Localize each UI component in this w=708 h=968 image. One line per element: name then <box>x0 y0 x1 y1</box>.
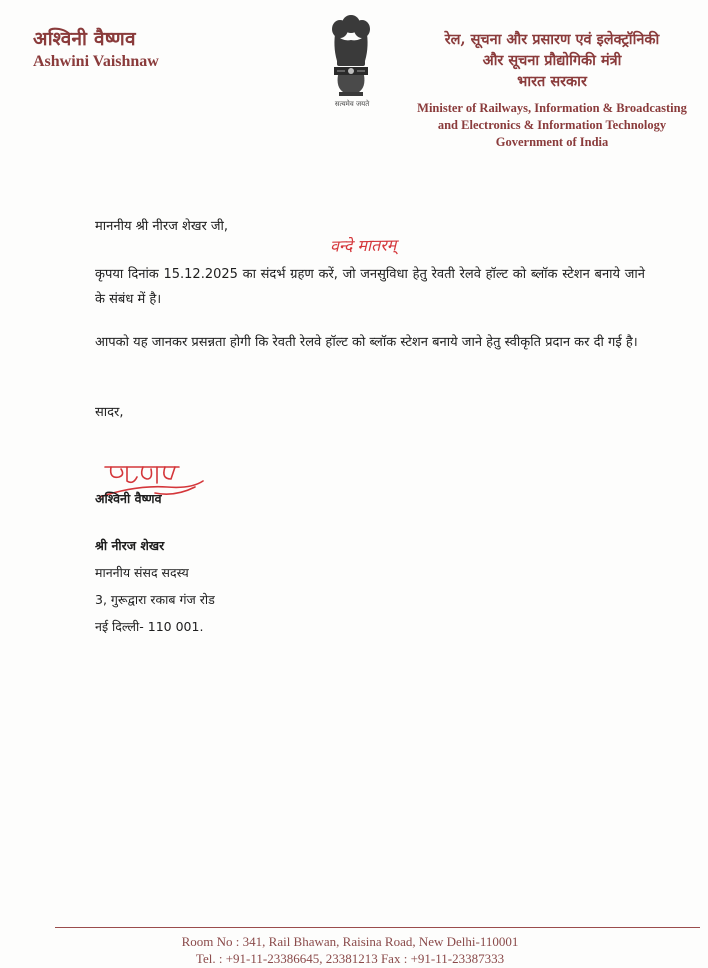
salutation: माननीय श्री नीरज शेखर जी, <box>95 219 229 234</box>
office-english-line1: Minister of Railways, Information & Broadcasting <box>417 101 687 115</box>
signatory-name: अश्विनी वैष्णव <box>95 491 162 506</box>
sender-name-english: Ashwini Vaishnaw <box>33 53 159 70</box>
addressee-block <box>95 532 215 640</box>
closing: सादर, <box>95 405 124 420</box>
paragraph-approval: आपको यह जानकर प्रसन्नता होगी कि रेवती रेलवे हॉल्ट को ब्लॉक स्टेशन बनाये जाने हेतु स्वीकृति प्रदान कर दी गई है। <box>95 335 638 350</box>
office-hindi-line3: भारत सरकार <box>517 73 587 90</box>
addressee-address-line1: 3, गुरूद्वारा रकाब गंज रोड <box>95 592 215 607</box>
office-hindi-line1: रेल, सूचना और प्रसारण एवं इलेक्ट्रॉनिकी <box>444 31 660 48</box>
emblem-motto: सत्यमेव जयते <box>334 100 370 108</box>
office-block <box>404 29 700 151</box>
sender-block <box>33 27 159 73</box>
office-english-line3: Government of India <box>495 135 609 149</box>
addressee-name: श्री नीरज शेखर <box>95 538 165 553</box>
handwritten-greeting: वन्दे मातरम् <box>329 235 397 256</box>
office-english-line2: and Electronics & Information Technology <box>437 118 667 132</box>
paragraph-reference: कृपया दिनांक 15.12.2025 का संदर्भ ग्रहण करें, जो जनसुविधा हेतु रेवती रेलवे हॉल्ट को ब्लॉक स्टेशन बनाये जाने के संबंध में है। <box>95 267 645 307</box>
addressee-address-line2: नई दिल्ली- 110 001. <box>95 619 204 634</box>
footer <box>100 933 600 967</box>
addressee-designation: माननीय संसद सदस्य <box>95 565 189 580</box>
sender-name-hindi: अश्विनी वैष्णव <box>33 28 136 50</box>
footer-contact: Tel. : +91-11-23386645, 23381213 Fax : +91-11-23387333 <box>195 951 505 966</box>
office-hindi-line2: और सूचना प्रौद्योगिकी मंत्री <box>482 52 622 69</box>
footer-address: Room No : 341, Rail Bhawan, Raisina Road, New Delhi-110001 <box>181 934 519 949</box>
footer-divider <box>55 927 700 928</box>
